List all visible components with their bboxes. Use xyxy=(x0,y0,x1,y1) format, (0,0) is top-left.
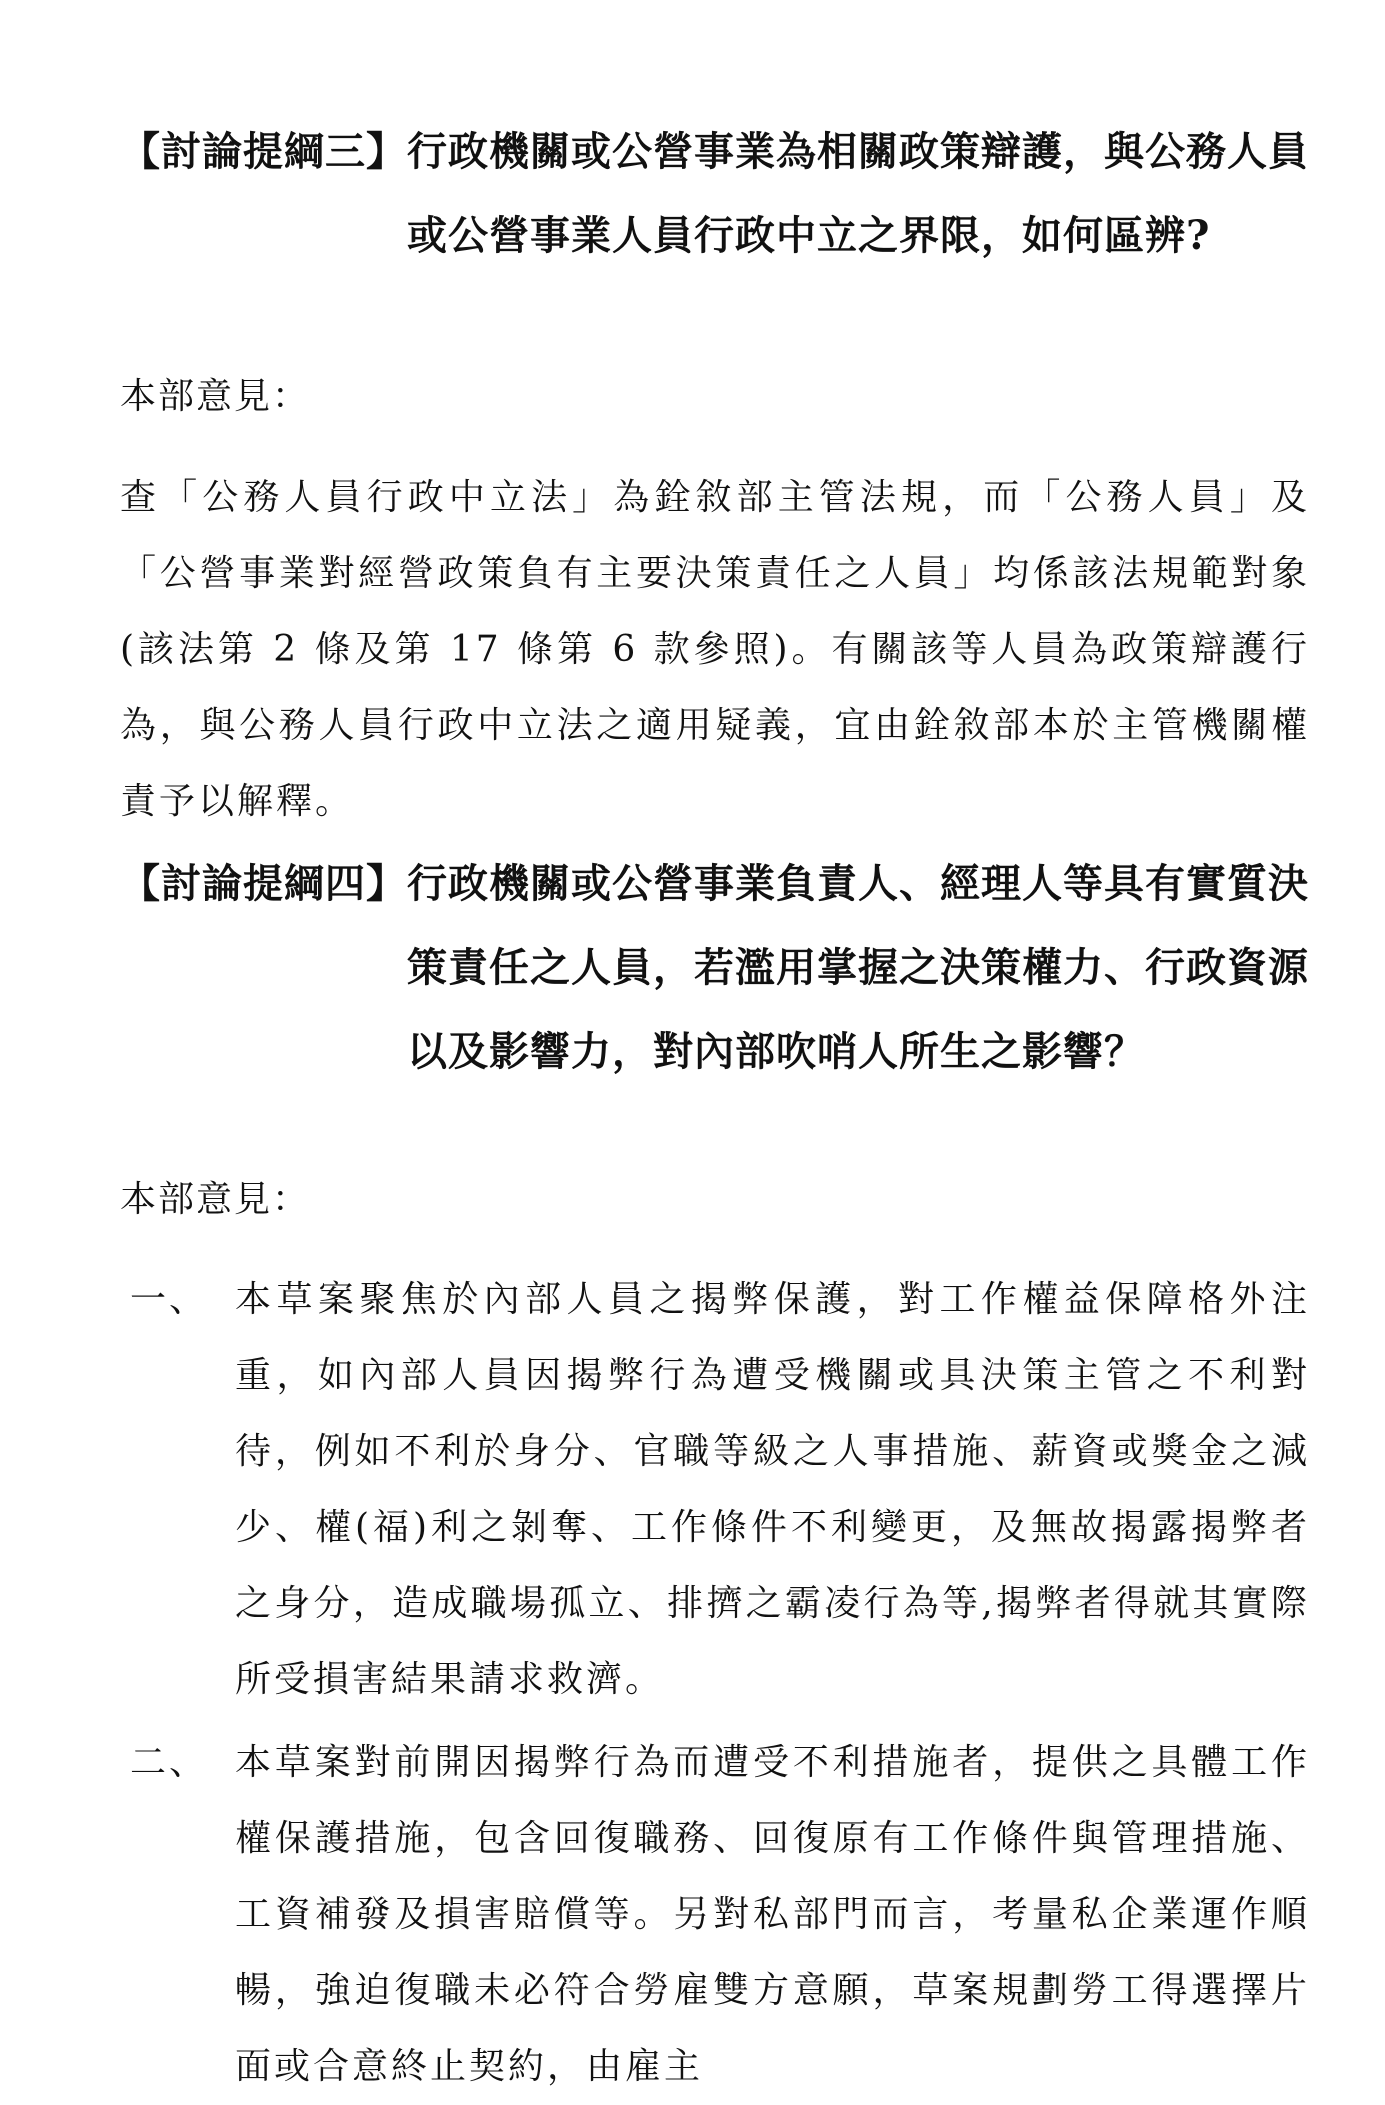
topic-4-question: 行政機關或公營事業負責人、經理人等具有實質決策責任之人員，若濫用掌握之決策權力、行政資源以及影響力，對內部吹哨人所生之影響？ xyxy=(407,860,1309,1075)
item-1-text: 本草案聚焦於內部人員之揭弊保護，對工作權益保障格外注重，如內部人員因揭弊行為遭受機關或具決策主管之不利對待，例如不利於身分、官職等級之人事措施、薪資或獎金之減少、權(福)利之剝奪、工作條件不利變更，及無故揭露揭弊者之身分，造成職場孤立、排擠之霸凌行為等,揭弊者得就其實際所受損害結果請求救濟。 xyxy=(235,1279,1310,1700)
opinion-4-item-1 xyxy=(130,1262,1310,1718)
discussion-topic-4 xyxy=(120,842,1310,1094)
opinion-4-label: 本部意見： xyxy=(120,1179,311,1220)
topic-3-label: 【討論提綱三】 xyxy=(120,128,407,175)
opinion-3-paragraph: 查「公務人員行政中立法」為銓敘部主管法規，而「公務人員」及「公營事業對經營政策負有主要決策責任之人員」均係該法規範對象(該法第 2 條及第 17 條第 6 款參照)。有關該等人員為政策辯護行為，與公務人員行政中立法之適用疑義，宜由銓敘部本於主管機關權責予以解釋。 xyxy=(120,477,1310,822)
topic-4-label: 【討論提綱四】 xyxy=(120,860,407,907)
discussion-topic-3 xyxy=(120,110,1310,278)
topic-3-question: 行政機關或公營事業為相關政策辯護，與公務人員或公營事業人員行政中立之界限，如何區辨? xyxy=(407,128,1309,259)
item-2-text: 本草案對前開因揭弊行為而遭受不利措施者，提供之具體工作權保護措施，包含回復職務、回復原有工作條件與管理措施、工資補發及損害賠償等。另對私部門而言，考量私企業運作順暢，強迫復職未必符合勞雇雙方意願，草案規劃勞工得選擇片面或合意終止契約，由雇主 xyxy=(235,1742,1310,2087)
opinion-3-label: 本部意見： xyxy=(120,376,311,417)
item-2-marker: 二、 xyxy=(130,1742,209,1783)
item-1-marker: 一、 xyxy=(130,1279,209,1320)
opinion-4-item-2 xyxy=(130,1725,1310,2105)
